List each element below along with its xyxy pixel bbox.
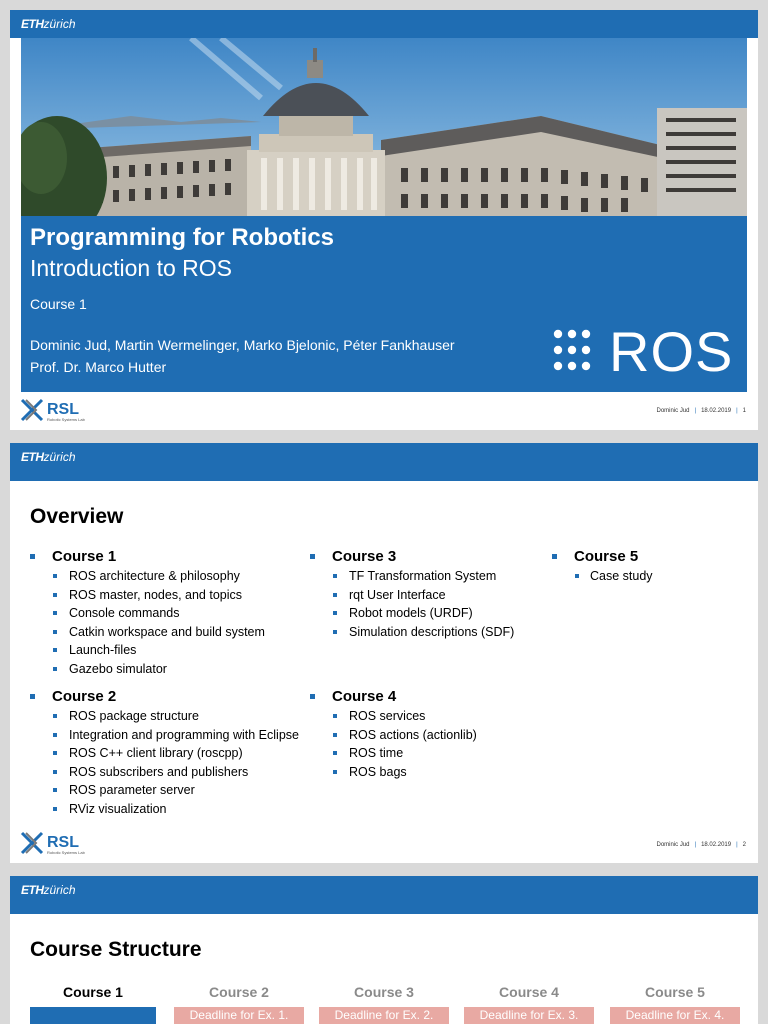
deadline-ex-4: Deadline for Ex. 4. bbox=[610, 1007, 740, 1024]
course-tab-2: Course 2 bbox=[209, 984, 269, 1000]
topic-item: ROS subscribers and publishers bbox=[30, 763, 299, 782]
course-tab-5: Course 5 bbox=[645, 984, 705, 1000]
topic-item: Simulation descriptions (SDF) bbox=[310, 623, 514, 642]
ros-dots-icon bbox=[552, 326, 602, 378]
overview-column-3 bbox=[552, 547, 653, 595]
topic-item: Console commands bbox=[30, 604, 299, 623]
deadline-ex-3: Deadline for Ex. 3. bbox=[464, 1007, 594, 1024]
topic-item: Catkin workspace and build system bbox=[30, 623, 299, 642]
footer-date: 18.02.2019 bbox=[701, 408, 732, 414]
footer-author: Dominic Jud bbox=[656, 842, 690, 848]
professor: Prof. Dr. Marco Hutter bbox=[30, 359, 167, 375]
course-tab-3: Course 3 bbox=[354, 984, 414, 1000]
course-1-active-bar bbox=[30, 1007, 156, 1024]
course-group-title: Course 5 bbox=[552, 547, 653, 567]
slide-3 bbox=[10, 876, 758, 1024]
footer-page-number: 1 bbox=[742, 408, 746, 414]
topic-item: Integration and programming with Eclipse bbox=[30, 726, 299, 745]
overview-column-2 bbox=[310, 547, 514, 790]
topic-item: ROS C++ client library (roscpp) bbox=[30, 744, 299, 763]
topic-item: TF Transformation System bbox=[310, 567, 514, 586]
rsl-logo bbox=[20, 831, 100, 862]
rsl-logo-caption: Robotic Systems Lab bbox=[47, 417, 85, 422]
eth-header-bar bbox=[10, 10, 758, 38]
slide-footer: Dominic Jud | 18.02.2019 | 2 bbox=[656, 842, 746, 848]
overview-column-1 bbox=[30, 547, 299, 827]
eth-logo-eth: ETH bbox=[21, 883, 44, 897]
topic-item: ROS services bbox=[310, 707, 514, 726]
eth-logo-eth: ETH bbox=[21, 450, 44, 464]
course-group-title: Course 4 bbox=[310, 687, 514, 707]
overview-heading: Overview bbox=[30, 505, 124, 528]
slide-2 bbox=[10, 443, 758, 863]
footer-date: 18.02.2019 bbox=[701, 842, 732, 848]
topic-item: ROS architecture & philosophy bbox=[30, 567, 299, 586]
topic-item: ROS bags bbox=[310, 763, 514, 782]
topic-item: Case study bbox=[552, 567, 653, 586]
course-tab-4: Course 4 bbox=[499, 984, 559, 1000]
course-group bbox=[310, 687, 514, 781]
eth-header-bar bbox=[10, 443, 758, 481]
eth-logo-zurich: zürich bbox=[43, 450, 76, 464]
topic-item: Robot models (URDF) bbox=[310, 604, 514, 623]
slide-1 bbox=[10, 10, 758, 430]
eth-header-bar bbox=[10, 876, 758, 914]
eth-logo-zurich: zürich bbox=[43, 883, 76, 897]
eth-main-building-photo bbox=[21, 38, 747, 216]
eth-zurich-logo bbox=[21, 17, 76, 31]
topic-item: ROS time bbox=[310, 744, 514, 763]
eth-zurich-logo bbox=[21, 450, 76, 464]
topic-item: ROS package structure bbox=[30, 707, 299, 726]
rsl-logo-caption: Robotic Systems Lab bbox=[47, 850, 85, 855]
rsl-logo-letters: RSL bbox=[47, 834, 79, 851]
rsl-logo bbox=[20, 398, 100, 429]
course-structure-heading: Course Structure bbox=[30, 938, 202, 961]
course-label: Course 1 bbox=[30, 296, 87, 312]
presentation-title: Programming for Robotics bbox=[30, 224, 335, 251]
presentation-subtitle: Introduction to ROS bbox=[30, 255, 232, 281]
course-group bbox=[30, 547, 299, 678]
course-group bbox=[30, 687, 299, 818]
topic-item: ROS parameter server bbox=[30, 781, 299, 800]
footer-author: Dominic Jud bbox=[656, 408, 690, 414]
deadline-ex-1: Deadline for Ex. 1. bbox=[174, 1007, 304, 1024]
topic-item: Launch-files bbox=[30, 641, 299, 660]
eth-logo-eth: ETH bbox=[21, 17, 44, 31]
authors: Dominic Jud, Martin Wermelinger, Marko Bjelonic, Péter Fankhauser bbox=[30, 337, 455, 353]
topic-item: Gazebo simulator bbox=[30, 660, 299, 679]
footer-page-number: 2 bbox=[742, 842, 746, 848]
topic-item: rqt User Interface bbox=[310, 586, 514, 605]
eth-logo-zurich: zürich bbox=[43, 17, 76, 31]
topic-item: ROS actions (actionlib) bbox=[310, 726, 514, 745]
eth-zurich-logo bbox=[21, 883, 76, 897]
course-group-title: Course 1 bbox=[30, 547, 299, 567]
course-group bbox=[552, 547, 653, 586]
ros-logo-text: ROS bbox=[609, 320, 734, 383]
title-panel bbox=[21, 216, 747, 392]
topic-item: ROS master, nodes, and topics bbox=[30, 586, 299, 605]
course-group bbox=[310, 547, 514, 641]
course-group-title: Course 3 bbox=[310, 547, 514, 567]
topic-item: RViz visualization bbox=[30, 800, 299, 819]
rsl-logo-letters: RSL bbox=[47, 401, 79, 418]
slide-footer: Dominic Jud | 18.02.2019 | 1 bbox=[656, 408, 746, 414]
deadline-ex-2: Deadline for Ex. 2. bbox=[319, 1007, 449, 1024]
ros-logo bbox=[552, 320, 742, 383]
course-group-title: Course 2 bbox=[30, 687, 299, 707]
course-tab-1: Course 1 bbox=[63, 984, 123, 1000]
